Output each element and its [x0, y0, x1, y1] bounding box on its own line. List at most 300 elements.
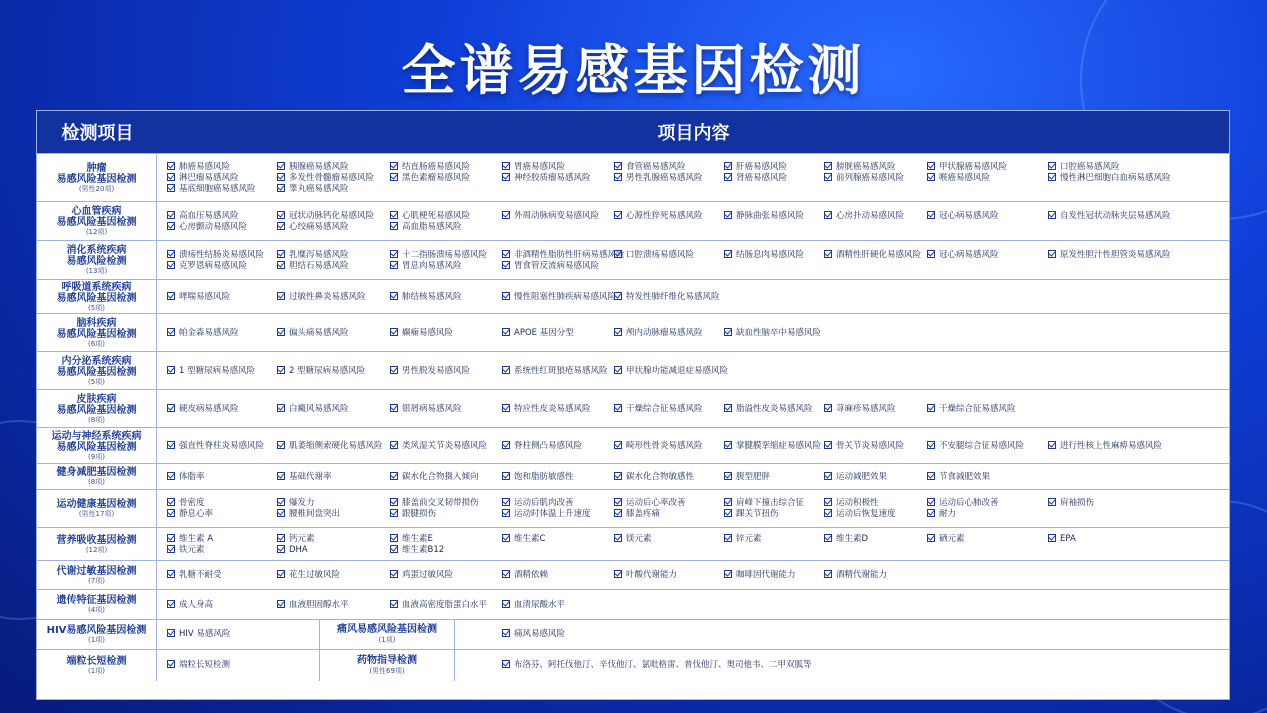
checkbox-icon: [277, 404, 285, 412]
category-name: 易感风险基因检测: [56, 173, 137, 185]
item-label: 甲状腺癌易感风险: [939, 161, 1008, 172]
item-label: 男性脱发易感风险: [402, 365, 471, 376]
checked-item: [614, 570, 677, 581]
checkbox-icon: [724, 162, 732, 170]
item-list: [157, 561, 1229, 589]
item-label: 胃癌易感风险: [514, 161, 566, 172]
item-label: 肺癌易感风险: [179, 161, 231, 172]
category-label: [37, 154, 157, 201]
item-list: [157, 314, 1229, 351]
checkbox-icon: [390, 600, 398, 608]
item-label: 痛风易感风险: [514, 629, 566, 639]
checked-item: [502, 498, 574, 509]
checkbox-icon: [277, 184, 285, 192]
item-label: 强直性脊柱炎易感风险: [179, 440, 265, 451]
item-label: 心房扑动易感风险: [836, 210, 905, 221]
checkbox-icon: [167, 366, 175, 374]
checked-item: [167, 173, 239, 184]
checkbox-icon: [724, 328, 732, 336]
category-name: 营养吸收基因检测: [56, 534, 137, 546]
checkbox-icon: [390, 250, 398, 258]
table-row: [37, 560, 1229, 589]
checked-item: [614, 366, 728, 377]
checked-item: [167, 366, 255, 377]
checked-item: [390, 261, 462, 272]
item-label: 铁元素: [179, 544, 205, 555]
checkbox-icon: [502, 660, 510, 668]
checked-item: [614, 292, 720, 303]
item-label: 体脂率: [179, 471, 205, 482]
checked-item: [502, 534, 545, 545]
item-list: [157, 241, 1229, 279]
item-label: 成人身高: [179, 599, 214, 610]
checkbox-icon: [167, 222, 175, 230]
checkbox-icon: [390, 222, 398, 230]
checkbox-icon: [502, 570, 510, 578]
item-label: 外周动脉病变易感风险: [514, 210, 600, 221]
category-count: (12项): [85, 228, 108, 236]
item-label: 肝癌易感风险: [736, 161, 788, 172]
checked-item: [390, 222, 462, 233]
checkbox-icon: [277, 498, 285, 506]
category-name: 易感风险检测: [66, 256, 127, 267]
checkbox-icon: [614, 328, 622, 336]
checkbox-icon: [502, 534, 510, 542]
category-count: (1项): [88, 636, 105, 644]
item-label: HIV 易感风险: [179, 629, 231, 639]
checked-item: [502, 600, 565, 611]
checked-item: [167, 250, 264, 261]
header-test-items: 检测项目: [61, 123, 134, 144]
checkbox-icon: [167, 660, 175, 668]
item-label: 克罗恩病易感风险: [179, 260, 248, 271]
item-label: 布洛芬、阿托伐他汀、辛伐他汀、氯吡格雷、普伐他汀、奥司他韦、二甲双胍等: [514, 660, 812, 670]
category-label: [37, 490, 157, 527]
checked-item: [167, 545, 205, 556]
checked-item: [824, 211, 904, 222]
checked-item: [167, 534, 213, 545]
checked-item: [614, 328, 703, 339]
checked-item: [502, 162, 565, 173]
checked-item: [824, 570, 887, 581]
item-label: 乳糖不耐受: [179, 570, 222, 580]
item-label: 酒精性肝硬化易感风险: [836, 249, 922, 260]
checkbox-icon: [390, 534, 398, 542]
checked-item: [502, 366, 608, 377]
item-label: 维生素 A: [179, 533, 214, 544]
checkbox-icon: [614, 366, 622, 374]
checkbox-icon: [502, 404, 510, 412]
item-label: 耐力: [939, 509, 957, 519]
checkbox-icon: [390, 292, 398, 300]
checked-item: [277, 250, 349, 261]
checked-item: [277, 366, 365, 377]
checked-item: [277, 441, 383, 452]
checked-item: [927, 441, 1024, 452]
checked-item: [724, 328, 821, 339]
item-label: 跟腱损伤: [402, 509, 437, 519]
category-count: (男性17项): [78, 510, 115, 518]
checked-item: [390, 366, 470, 377]
checkbox-icon: [167, 441, 175, 449]
item-label: 白癜风易感风险: [289, 403, 349, 414]
category-name: 端粒长短检测: [66, 656, 127, 667]
checked-item: [390, 570, 453, 581]
checked-item: [167, 184, 256, 195]
item-label: 胰腺癌易感风险: [289, 161, 349, 172]
item-label: 肺结核易感风险: [402, 291, 462, 302]
checkbox-icon: [277, 250, 285, 258]
category-label: [37, 314, 157, 351]
checkbox-icon: [277, 366, 285, 374]
checkbox-icon: [724, 472, 732, 480]
item-label: 胆结石易感风险: [289, 260, 349, 271]
item-label: 自发性冠状动脉夹层易感风险: [1060, 210, 1171, 221]
checked-item: [277, 261, 349, 272]
checked-item: [927, 211, 999, 222]
checked-item: [390, 250, 487, 261]
checkbox-icon: [167, 545, 175, 553]
item-label: 血清尿酸水平: [514, 599, 566, 610]
category-label: [37, 280, 157, 313]
checkbox-icon: [502, 261, 510, 269]
category-name: 呼吸道系统疾病: [61, 281, 132, 293]
checkbox-icon: [724, 211, 732, 219]
checkbox-icon: [1048, 441, 1056, 449]
checked-item: [277, 472, 332, 483]
checkbox-icon: [502, 509, 510, 517]
item-label: 心源性猝死易感风险: [626, 210, 703, 221]
item-label: 口腔溃疡易感风险: [626, 249, 695, 260]
item-label: 酒精依赖: [514, 570, 549, 580]
checkbox-icon: [824, 173, 832, 181]
category-label: [37, 390, 157, 427]
checkbox-icon: [167, 261, 175, 269]
item-list: [157, 650, 1229, 681]
checkbox-icon: [277, 328, 285, 336]
item-label: 1 型糖尿病易感风险: [179, 365, 256, 376]
item-list: [157, 428, 1229, 463]
checkbox-icon: [167, 162, 175, 170]
checkbox-icon: [502, 472, 510, 480]
category-label: [37, 464, 157, 489]
item-label: 非酒精性脂肪性肝病易感风险: [514, 249, 625, 260]
item-label: 十二指肠溃疡易感风险: [402, 249, 488, 260]
item-list: [157, 464, 1229, 489]
item-label: 端粒长短检测: [179, 660, 231, 670]
item-label: 缺血性脑卒中易感风险: [736, 327, 822, 338]
category-name: 易感风险基因检测: [56, 292, 137, 304]
item-label: 运动后心肺改善: [939, 498, 999, 508]
item-label: APOE 基因分型: [514, 327, 574, 338]
checked-item: [824, 250, 921, 261]
item-label: 黑色素瘤易感风险: [402, 172, 471, 183]
category-label: [319, 620, 455, 649]
item-label: 花生过敏风险: [289, 570, 341, 580]
checked-item: [167, 498, 205, 509]
item-label: 口腔癌易感风险: [1060, 161, 1120, 172]
item-list: [157, 590, 1229, 619]
item-label: 膝盖疼痛: [626, 509, 661, 519]
table-row: [37, 589, 1229, 619]
item-label: 神经胶质瘤易感风险: [514, 172, 591, 183]
checked-item: [502, 509, 591, 520]
checkbox-icon: [390, 545, 398, 553]
checkbox-icon: [167, 250, 175, 258]
category-name: 易感风险基因检测: [56, 366, 137, 378]
item-label: 帕金森易感风险: [179, 327, 239, 338]
checked-item: [277, 600, 349, 611]
checkbox-icon: [927, 162, 935, 170]
checkbox-icon: [824, 509, 832, 517]
item-label: 溃疡性结肠炎易感风险: [179, 249, 265, 260]
checkbox-icon: [1048, 162, 1056, 170]
checked-item: [724, 162, 787, 173]
checkbox-icon: [167, 472, 175, 480]
item-label: 畸形性骨炎易感风险: [626, 440, 703, 451]
checkbox-icon: [390, 211, 398, 219]
checked-item: [824, 162, 896, 173]
checkbox-icon: [1048, 211, 1056, 219]
checkbox-icon: [614, 211, 622, 219]
checked-item: [824, 472, 887, 483]
checked-item: [167, 328, 239, 339]
category-name: 遗传特征基因检测: [56, 595, 137, 606]
checked-item: [824, 498, 879, 509]
checked-item: [277, 211, 374, 222]
checked-item: [1048, 173, 1171, 184]
category-count: (1项): [88, 667, 105, 675]
checked-item: [927, 472, 990, 483]
checkbox-icon: [614, 534, 622, 542]
table-row: [37, 489, 1229, 527]
checked-item: [614, 211, 703, 222]
category-label: [37, 528, 157, 560]
checked-item: [614, 498, 686, 509]
item-label: 脂溢性皮炎易感风险: [736, 403, 813, 414]
checkbox-icon: [277, 534, 285, 542]
checked-item: [614, 162, 686, 173]
category-label: [319, 650, 455, 681]
category-count: (男性20项): [78, 184, 115, 193]
checkbox-icon: [824, 404, 832, 412]
item-label: 维生素C: [514, 533, 546, 544]
table-row: [37, 527, 1229, 560]
item-list: [157, 202, 1229, 240]
category-count: (1项): [378, 635, 396, 644]
checked-item: [502, 250, 625, 261]
item-label: 喉癌易感风险: [939, 172, 991, 183]
item-label: 叶酸代谢能力: [626, 570, 678, 580]
checkbox-icon: [1048, 173, 1056, 181]
item-label: 胃息肉易感风险: [402, 260, 462, 271]
checked-item: [390, 173, 470, 184]
checked-item: [927, 250, 999, 261]
checked-item: [824, 534, 868, 545]
item-label: 血液胆固醇水平: [289, 599, 349, 610]
category-count: (5项): [88, 303, 105, 312]
checkbox-icon: [614, 441, 622, 449]
checked-item: [390, 404, 462, 415]
item-label: 基础代谢率: [289, 471, 332, 482]
item-label: 肩峰下撞击综合征: [736, 498, 805, 508]
item-label: 不安腿综合征易感风险: [939, 440, 1025, 451]
category-count: (8项): [88, 415, 105, 424]
checked-item: [502, 570, 548, 581]
item-label: 颅内动脉瘤易感风险: [626, 327, 703, 338]
checkbox-icon: [1048, 534, 1056, 542]
item-label: 2 型糖尿病易感风险: [289, 365, 366, 376]
item-list: [157, 390, 1229, 427]
category-label: [37, 590, 157, 619]
item-list: [157, 528, 1229, 560]
checked-item: [927, 534, 965, 545]
checkbox-icon: [167, 600, 175, 608]
checked-item: [614, 441, 703, 452]
checkbox-icon: [502, 498, 510, 506]
checked-item: [502, 292, 616, 303]
checkbox-icon: [277, 472, 285, 480]
checked-item: [824, 173, 904, 184]
checked-item: [277, 509, 340, 520]
checked-item: [724, 498, 804, 509]
item-label: 运动时体温上升速度: [514, 509, 591, 519]
checked-item: [277, 570, 340, 581]
table-row: [37, 649, 1229, 681]
checked-item: [614, 250, 694, 261]
checkbox-icon: [724, 570, 732, 578]
category-name: 易感风险基因检测: [56, 441, 137, 453]
checkbox-icon: [614, 162, 622, 170]
item-label: 结直肠癌易感风险: [402, 161, 471, 172]
checked-item: [167, 441, 264, 452]
item-label: EPA: [1060, 533, 1076, 544]
item-label: 冠心病易感风险: [939, 210, 999, 221]
item-label: 硒元素: [939, 533, 965, 544]
checkbox-icon: [724, 534, 732, 542]
checked-item: [502, 441, 582, 452]
category-label: [37, 620, 157, 649]
item-label: 偏头痛易感风险: [289, 327, 349, 338]
checkbox-icon: [167, 629, 175, 637]
category-name: 消化系统疾病: [66, 245, 127, 256]
item-label: 前列腺癌易感风险: [836, 172, 905, 183]
checked-item: [390, 498, 479, 509]
checkbox-icon: [614, 472, 622, 480]
checked-item: [167, 211, 239, 222]
checked-item: [724, 404, 813, 415]
item-label: 鸡蛋过敏风险: [402, 570, 454, 580]
checked-item: [167, 404, 239, 415]
checked-item: [502, 173, 591, 184]
checkbox-icon: [502, 173, 510, 181]
item-label: 饱和脂肪敏感性: [514, 471, 574, 482]
checkbox-icon: [390, 441, 398, 449]
checkbox-icon: [502, 211, 510, 219]
category-count: (4项): [88, 606, 105, 614]
item-label: 爆发力: [289, 498, 315, 508]
item-label: 干燥综合征易感风险: [939, 403, 1016, 414]
category-label: [37, 561, 157, 589]
checked-item: [724, 472, 770, 483]
item-label: 类风湿关节炎易感风险: [402, 440, 488, 451]
checkbox-icon: [824, 534, 832, 542]
checkbox-icon: [277, 509, 285, 517]
category-name: HIV易感风险基因检测: [46, 625, 147, 636]
checkbox-icon: [1048, 498, 1056, 506]
checked-item: [390, 292, 462, 303]
item-label: 碳水化合物敏感性: [626, 471, 695, 482]
item-list: [157, 154, 1229, 201]
checked-item: [1048, 211, 1171, 222]
table-row: [37, 240, 1229, 279]
checked-item: [277, 404, 349, 415]
item-label: 慢性阻塞性肺疾病易感风险: [514, 291, 617, 302]
checkbox-icon: [614, 250, 622, 258]
checkbox-icon: [502, 162, 510, 170]
category-name: 健身减肥基因检测: [56, 467, 137, 478]
checked-item: [1048, 441, 1162, 452]
category-label: [37, 428, 157, 463]
checkbox-icon: [390, 261, 398, 269]
checkbox-icon: [167, 184, 175, 192]
checked-item: [824, 509, 896, 520]
item-label: 系统性红斑狼疮易感风险: [514, 365, 608, 376]
checkbox-icon: [277, 261, 285, 269]
checked-item: [614, 509, 660, 520]
item-label: 运动减肥效果: [836, 471, 888, 482]
category-name: 脑科疾病: [76, 317, 117, 329]
item-label: 膝盖前交叉韧带损伤: [402, 498, 479, 508]
checkbox-icon: [927, 404, 935, 412]
item-label: 骨关节炎易感风险: [836, 440, 905, 451]
checked-item: [614, 534, 652, 545]
item-label: 维生素E: [402, 533, 433, 544]
checked-item: [277, 534, 315, 545]
item-label: 多发性骨髓瘤易感风险: [289, 172, 375, 183]
item-label: 心肌梗死易感风险: [402, 210, 471, 221]
category-name: 痛风易感风险基因检测: [337, 623, 437, 635]
category-name: 内分泌系统疾病: [61, 355, 132, 367]
item-list: [157, 352, 1229, 389]
checked-item: [390, 472, 479, 483]
category-count: (5项): [88, 377, 105, 386]
checked-item: [390, 162, 470, 173]
checkbox-icon: [390, 162, 398, 170]
checked-item: [1048, 250, 1171, 261]
checkbox-icon: [390, 328, 398, 336]
checkbox-icon: [824, 570, 832, 578]
checkbox-icon: [724, 404, 732, 412]
item-label: 肩袖损伤: [1060, 498, 1095, 508]
checkbox-icon: [167, 404, 175, 412]
checkbox-icon: [277, 211, 285, 219]
item-label: 肾癌易感风险: [736, 172, 788, 183]
checked-item: [502, 404, 591, 415]
checkbox-icon: [502, 441, 510, 449]
checkbox-icon: [1048, 250, 1056, 258]
checked-item: [277, 545, 308, 556]
test-table: [36, 110, 1230, 700]
checkbox-icon: [277, 292, 285, 300]
item-label: 钙元素: [289, 533, 315, 544]
checked-item: [927, 509, 956, 520]
checked-item: [927, 162, 1007, 173]
item-label: 银屑病易感风险: [402, 403, 462, 414]
checkbox-icon: [614, 292, 622, 300]
checkbox-icon: [824, 162, 832, 170]
item-label: 男性乳腺癌易感风险: [626, 172, 703, 183]
